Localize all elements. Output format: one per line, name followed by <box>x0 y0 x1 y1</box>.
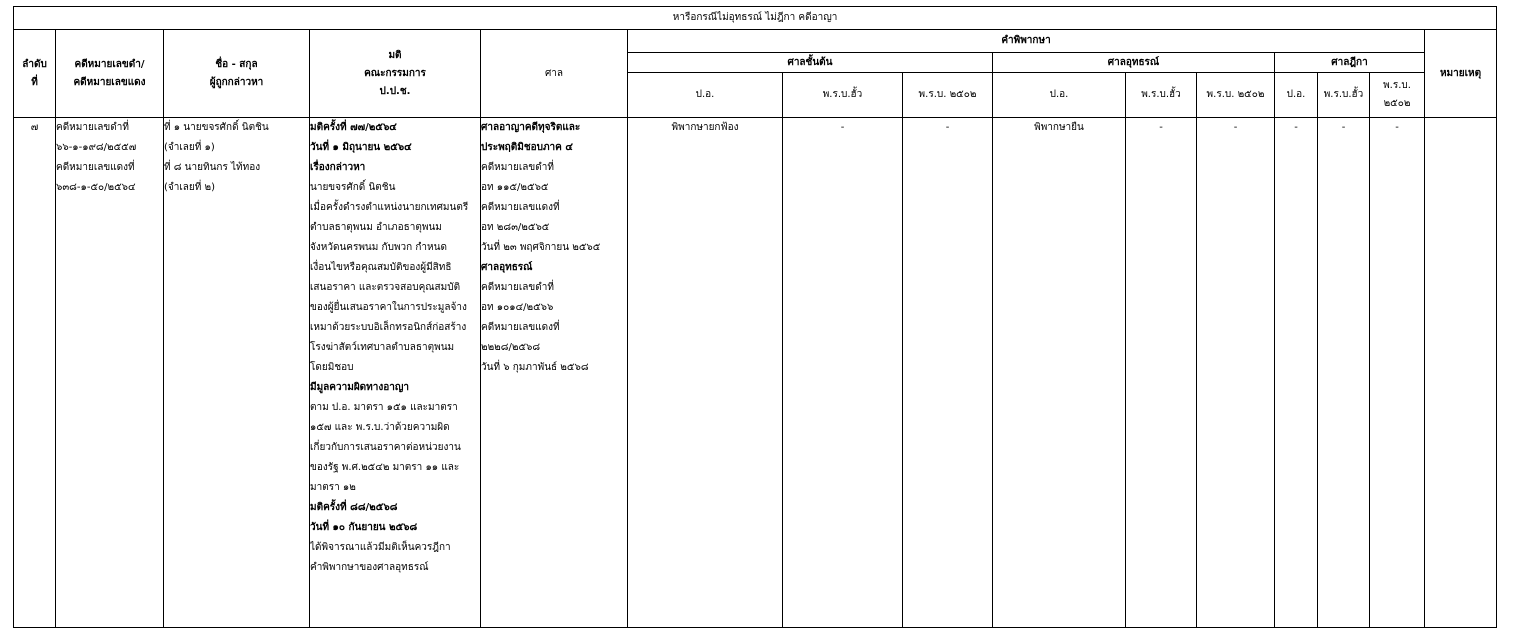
resolution-line: ๑๕๗ และ พ.ร.บ.ว่าด้วยความผิด <box>310 422 450 433</box>
resolution-line: ตำบลธาตุพนม อำเภอธาตุพนม <box>310 222 442 233</box>
header-case-no: คดีหมายเลขดำ/ คดีหมายเลขแดง <box>56 30 164 118</box>
resolution-line: ได้พิจารณาแล้วมีมติเห็นควรฎีกา <box>310 542 451 553</box>
court-line: วันที่ ๒๓ พฤศจิกายน ๒๕๖๕ <box>481 242 601 253</box>
court-line: อท ๑๑๕/๒๕๖๕ <box>481 182 549 193</box>
header-judgment: คำพิพากษา <box>628 30 1425 53</box>
header-court: ศาล <box>481 30 628 118</box>
resolution-line: วันที่ ๑ มิถุนายน ๒๕๖๔ <box>310 142 412 153</box>
header-appeal-po: ป.อ. <box>993 73 1126 118</box>
resolution-line: ของรัฐ พ.ศ.๒๕๔๒ มาตรา ๑๑ และ <box>310 462 460 473</box>
row-court <box>481 118 628 628</box>
court-line: ศาลอาญาคดีทุจริตและ <box>481 122 581 133</box>
row-names: ที่ ๑ นายขจรศักดิ์ นิตชิน (จำเลยที่ ๑) ที่ ๘ นายทินกร ไท้ทอง (จำเลยที่ ๒) <box>164 118 310 628</box>
resolution-line: วันที่ ๑๐ กันยายน ๒๕๖๘ <box>310 522 418 533</box>
court-line: คดีหมายเลขแดงที่ <box>481 202 560 213</box>
court-line: คดีหมายเลขดำที่ <box>481 282 554 293</box>
supreme-court-bid: - <box>1318 118 1370 628</box>
court-line: คดีหมายเลขดำที่ <box>481 162 554 173</box>
appeal-court-bid: - <box>1126 118 1197 628</box>
resolution-line: จังหวัดนครพนม กับพวก กำหนด <box>310 242 447 253</box>
header-supreme-court: ศาลฎีกา <box>1275 53 1425 73</box>
resolution-line: ตาม ป.อ. มาตรา ๑๕๑ และมาตรา <box>310 402 458 413</box>
resolution-line: มาตรา ๑๒ <box>310 482 356 493</box>
header-resolution: มติ คณะกรรมการ ป.ป.ช. <box>310 30 481 118</box>
header-no: ลำดับ ที่ <box>14 30 56 118</box>
resolution-line: มีมูลความผิดทางอาญา <box>310 382 410 393</box>
court-line: ๒๒๒๘/๒๕๖๘ <box>481 342 541 353</box>
header-name: ชื่อ - สกุล ผู้ถูกกล่าวหา <box>164 30 310 118</box>
appeal-court-2502: - <box>1197 118 1275 628</box>
resolution-line: เมื่อครั้งดำรงตำแหน่งนายกเทศมนตรี <box>310 202 469 213</box>
court-line: อท ๑๐๑๔/๒๕๖๖ <box>481 302 554 313</box>
row-no: ๗ <box>14 118 56 628</box>
first-court-2502: - <box>903 118 993 628</box>
header-appeal-court: ศาลอุทธรณ์ <box>993 53 1275 73</box>
header-supreme-bid: พ.ร.บ.ฮั้ว <box>1318 73 1370 118</box>
row-remarks <box>1425 118 1497 628</box>
case-table <box>13 6 1497 628</box>
header-appeal-2502: พ.ร.บ. ๒๕๐๒ <box>1197 73 1275 118</box>
header-first-bid: พ.ร.บ.ฮั้ว <box>783 73 903 118</box>
first-court-po: พิพากษายกฟ้อง <box>628 118 783 628</box>
header-appeal-bid: พ.ร.บ.ฮั้ว <box>1126 73 1197 118</box>
first-court-bid: - <box>783 118 903 628</box>
resolution-line: คำพิพากษาของศาลอุทธรณ์ <box>310 562 429 573</box>
resolution-line: มติครั้งที่ ๘๘/๒๕๖๘ <box>310 502 398 513</box>
court-line: ศาลอุทธรณ์ <box>481 262 533 273</box>
header-first-2502: พ.ร.บ. ๒๕๐๒ <box>903 73 993 118</box>
court-line: อท ๒๘๓/๒๕๖๕ <box>481 222 550 233</box>
header-supreme-2502: พ.ร.บ. ๒๕๐๒ <box>1370 73 1425 118</box>
resolution-line: โรงฆ่าสัตว์เทศบาลตำบลธาตุพนม <box>310 342 455 353</box>
header-supreme-po: ป.อ. <box>1275 73 1318 118</box>
supreme-court-2502: - <box>1370 118 1425 628</box>
row-resolution <box>310 118 481 628</box>
header-first-court: ศาลชั้นต้น <box>628 53 993 73</box>
resolution-line: เหมาด้วยระบบอิเล็กทรอนิกส์ก่อสร้าง <box>310 322 467 333</box>
resolution-line: เสนอราคา และตรวจสอบคุณสมบัติ <box>310 282 461 293</box>
resolution-line: นายขจรศักดิ์ นิตชิน <box>310 182 396 193</box>
appeal-court-po: พิพากษายืน <box>993 118 1126 628</box>
header-first-po: ป.อ. <box>628 73 783 118</box>
table-title: หารือกรณีไม่อุทธรณ์ ไม่ฎีกา คดีอาญา <box>14 7 1497 30</box>
resolution-line: เงื่อนไขหรือคุณสมบัติของผู้มีสิทธิ <box>310 262 452 273</box>
court-line: วันที่ ๖ กุมภาพันธ์ ๒๕๖๘ <box>481 362 589 373</box>
table-row <box>14 118 1497 628</box>
resolution-line: เกี่ยวกับการเสนอราคาต่อหน่วยงาน <box>310 442 461 453</box>
court-line: คดีหมายเลขแดงที่ <box>481 322 560 333</box>
resolution-line: มติครั้งที่ ๗๗/๒๕๖๔ <box>310 122 397 133</box>
row-case-no: คดีหมายเลขดำที่ ๖๖-๑-๑๙๘/๒๕๕๗ คดีหมายเลขแดงที่ ๖๓๘-๑-๕๐/๒๕๖๔ <box>56 118 164 628</box>
supreme-court-po: - <box>1275 118 1318 628</box>
resolution-line: เรื่องกล่าวหา <box>310 162 366 173</box>
resolution-line: โดยมิชอบ <box>310 362 354 373</box>
header-remarks: หมายเหตุ <box>1425 30 1497 118</box>
court-line: ประพฤติมิชอบภาค ๔ <box>481 142 573 153</box>
resolution-line: ของผู้ยื่นเสนอราคาในการประมูลจ้าง <box>310 302 467 313</box>
